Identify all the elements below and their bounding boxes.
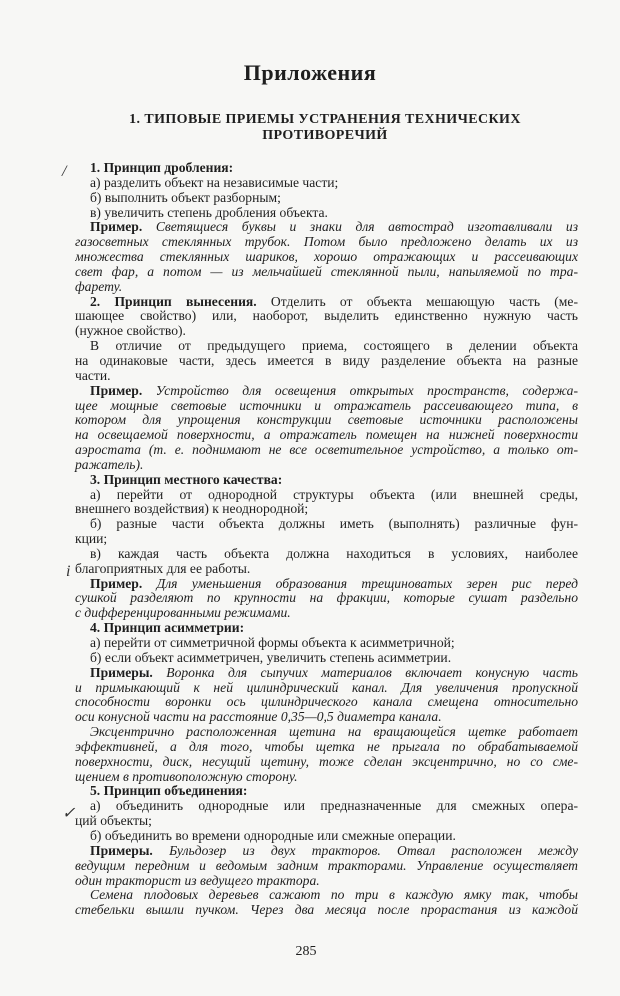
text-line [75,295,578,310]
line-text: благоприятных для ее работы. [75,560,251,576]
text-line [75,829,578,844]
lead-label: 4. Принцип асимметрии: [90,620,245,636]
text-line [75,206,578,221]
text-line [75,844,578,859]
text-line [75,176,578,191]
line-text: б) разные части объекта должны иметь (выполнять) различные фун- [90,517,578,532]
line-text: б) выполнить объект разборным; [90,189,281,205]
text-line [75,502,578,517]
text-line [75,220,578,235]
line-text: на одинаковые части, здесь имеется в виду разделение объекта на разные [75,353,578,368]
paragraph [75,651,578,666]
text-line [75,473,578,488]
paragraph [75,725,578,784]
text-line [75,517,578,532]
text-line [75,740,578,755]
text-line [75,191,578,206]
line-text: аэростата (т. е. поднимают не все осветительное устройство, а только от- [75,443,578,458]
line-text: один тракторист из ведущего трактора. [75,872,320,888]
text-line [75,903,578,918]
line-text: а) разделить объект на независимые части; [90,174,339,190]
text-line [75,250,578,265]
paragraph [75,799,578,829]
lead-label: 1. Принцип дробления: [90,160,234,175]
line-text: а) перейти от однородной структуры объекта (или внешней среды, [90,487,578,502]
paragraph [75,488,578,518]
line-text: фарету. [75,278,123,294]
text-line [75,725,578,740]
line-text: ражатель). [75,456,144,472]
text-line [75,651,578,666]
text-line [75,443,578,458]
paragraph [75,547,578,577]
line-text: поверхности, диск, несущий щетину, тоже сделан эксцентрично, но со сме- [75,754,578,769]
lead-label: 2. Принцип вынесения. [90,294,257,309]
text-line [75,636,578,651]
lead-label: 3. Принцип местного качества: [90,471,283,487]
paragraph-with-lead [75,161,578,176]
text-line [75,399,578,414]
line-text: В отличие от предыдущего приема, состоящего в делении объекта [90,339,578,354]
line-text: ведущим передним и ведомым задним тракторами. Управление осуществляет [75,858,578,873]
line-text: газосветных стеклянных трубок. Потом было предложено делать их из [75,235,578,250]
line-text: Устройство для освещения открытых пространств, содержа- [155,383,578,398]
text-line [75,458,578,473]
text-line [75,799,578,814]
text-line [75,309,578,324]
line-text: котором для упрощения конструкции световые источники расположены [75,413,578,428]
line-text: множества стеклянных шариков, хорошо отражающих и рассеивающих [75,250,578,265]
page-body [75,161,578,918]
paragraph [75,517,578,547]
handwritten-check-mark: i [66,563,71,580]
paragraph-with-lead [75,384,578,473]
line-text: а) объединить однородные или предназначенные для смежных опера- [90,799,578,814]
paragraph [75,339,578,384]
text-line [75,161,578,176]
text-line [75,339,578,354]
text-line [75,695,578,710]
section-heading-line-2: ПРОТИВОРЕЧИЙ [262,128,388,143]
line-text: б) объединить во времени однородные или смежные операции. [90,827,456,843]
line-text: а) перейти от симметричной формы объекта к асимметричной; [90,635,455,650]
line-text: Воронка для сыпучих материалов включает конусную часть [166,665,578,680]
handwritten-check-mark: / [62,163,67,180]
paragraph-with-lead [75,844,578,889]
paragraph [75,206,578,221]
line-text: кции; [75,531,108,547]
line-text: Светящиеся буквы и знаки для автострад изготавливали из [155,220,578,235]
text-line [75,755,578,770]
line-text: и примыкающий к ней цилиндрический канал. Для увеличения пропускной [75,680,578,695]
text-line [75,562,578,577]
text-line [75,354,578,369]
line-text: с дифференцированными режимами. [75,605,291,621]
text-line [75,591,578,606]
text-line [75,428,578,443]
paragraph [75,176,578,191]
text-line [75,265,578,280]
paragraph-with-lead [75,577,578,622]
lead-label: Примеры. [90,665,153,680]
line-text: Семена плодовых деревьев сажают по три в каждую ямку так, чтобы [90,888,578,903]
line-text: свет фар, а потом — из мельчайшей стеклянной пыли, напыляемой по тра- [75,264,578,279]
text-line [75,547,578,562]
text-line [75,235,578,250]
text-line [75,621,578,636]
text-line [75,488,578,503]
text-line [75,577,578,592]
line-text: Отделить от объекта мешающую часть (ме- [270,294,578,309]
line-text: Эксцентрично расположенная щетина на вращающейся щетке работает [90,725,578,740]
text-line [75,770,578,785]
line-text: щением в противоположную сторону. [75,768,298,784]
line-text: способности воронки ось цилиндрического канала смещена относительно [75,695,578,710]
line-text: сушкой разделяют по крупности на фракции, которые сушат раздельно [75,591,578,606]
lead-label: 5. Принцип объединения: [90,783,248,799]
line-text: (нужное свойство). [75,323,186,339]
lead-label: Пример. [90,383,143,398]
paragraph-with-lead [75,784,578,799]
line-text: Для уменьшения образования трещиноватых зерен рис перед [156,576,578,591]
line-text: ций объекты; [75,813,152,829]
line-text: б) если объект асимметричен, увеличить степень асимметрии. [90,649,452,665]
line-text: в) каждая часть объекта должна находиться в условиях, наиболее [90,546,578,561]
paragraph [75,191,578,206]
text-line [75,532,578,547]
text-line [75,681,578,696]
paragraph [75,888,578,918]
line-text: стебельки вышли пучком. Через два месяца после прорастания из каждой [75,903,578,918]
line-text: оси конусной части на расстояние 0,35—0,5 диаметра канала. [75,709,442,725]
lead-label: Пример. [90,576,143,591]
text-line [75,888,578,903]
text-line [75,280,578,295]
text-line [75,710,578,725]
line-text: внешнего воздействия) к неоднородной; [75,501,309,517]
paragraph-with-lead [75,220,578,294]
line-text: в) увеличить степень дробления объекта. [90,204,328,220]
paragraph-with-lead [75,295,578,340]
section-heading-line-1: 1. ТИПОВЫЕ ПРИЕМЫ УСТРАНЕНИЯ ТЕХНИЧЕСКИХ [129,112,521,127]
text-line [75,859,578,874]
paragraph [75,829,578,844]
text-line [75,324,578,339]
text-line [75,413,578,428]
handwritten-check-mark: ✓ [62,805,76,822]
page-title: Приложения [243,60,377,85]
lead-label: Пример. [90,220,143,235]
line-text: на освещаемой поверхности, а отражатель помещен на нижней поверхности [75,428,578,443]
lead-label: Примеры. [90,843,153,858]
line-text: Бульдозер из двух тракторов. Отвал расположен между [169,843,578,858]
text-line [75,784,578,799]
line-text: шающее свойство) или, наоборот, выделить единственно нужную часть [75,309,578,324]
page-number: 285 [295,944,317,959]
line-text: щее мощные световые источники и отражатель рассеивающего типа, в [75,398,578,413]
paragraph-with-lead [75,621,578,636]
paragraph [75,636,578,651]
text-line [75,369,578,384]
text-line [75,874,578,889]
line-text: эффективней, а для того, чтобы щетка не прыгала по обрабатываемой [75,739,578,754]
text-line [75,666,578,681]
paragraph-with-lead [75,666,578,725]
paragraph-with-lead [75,473,578,488]
line-text: части. [75,367,111,383]
text-line [75,606,578,621]
text-line [75,814,578,829]
text-line [75,384,578,399]
